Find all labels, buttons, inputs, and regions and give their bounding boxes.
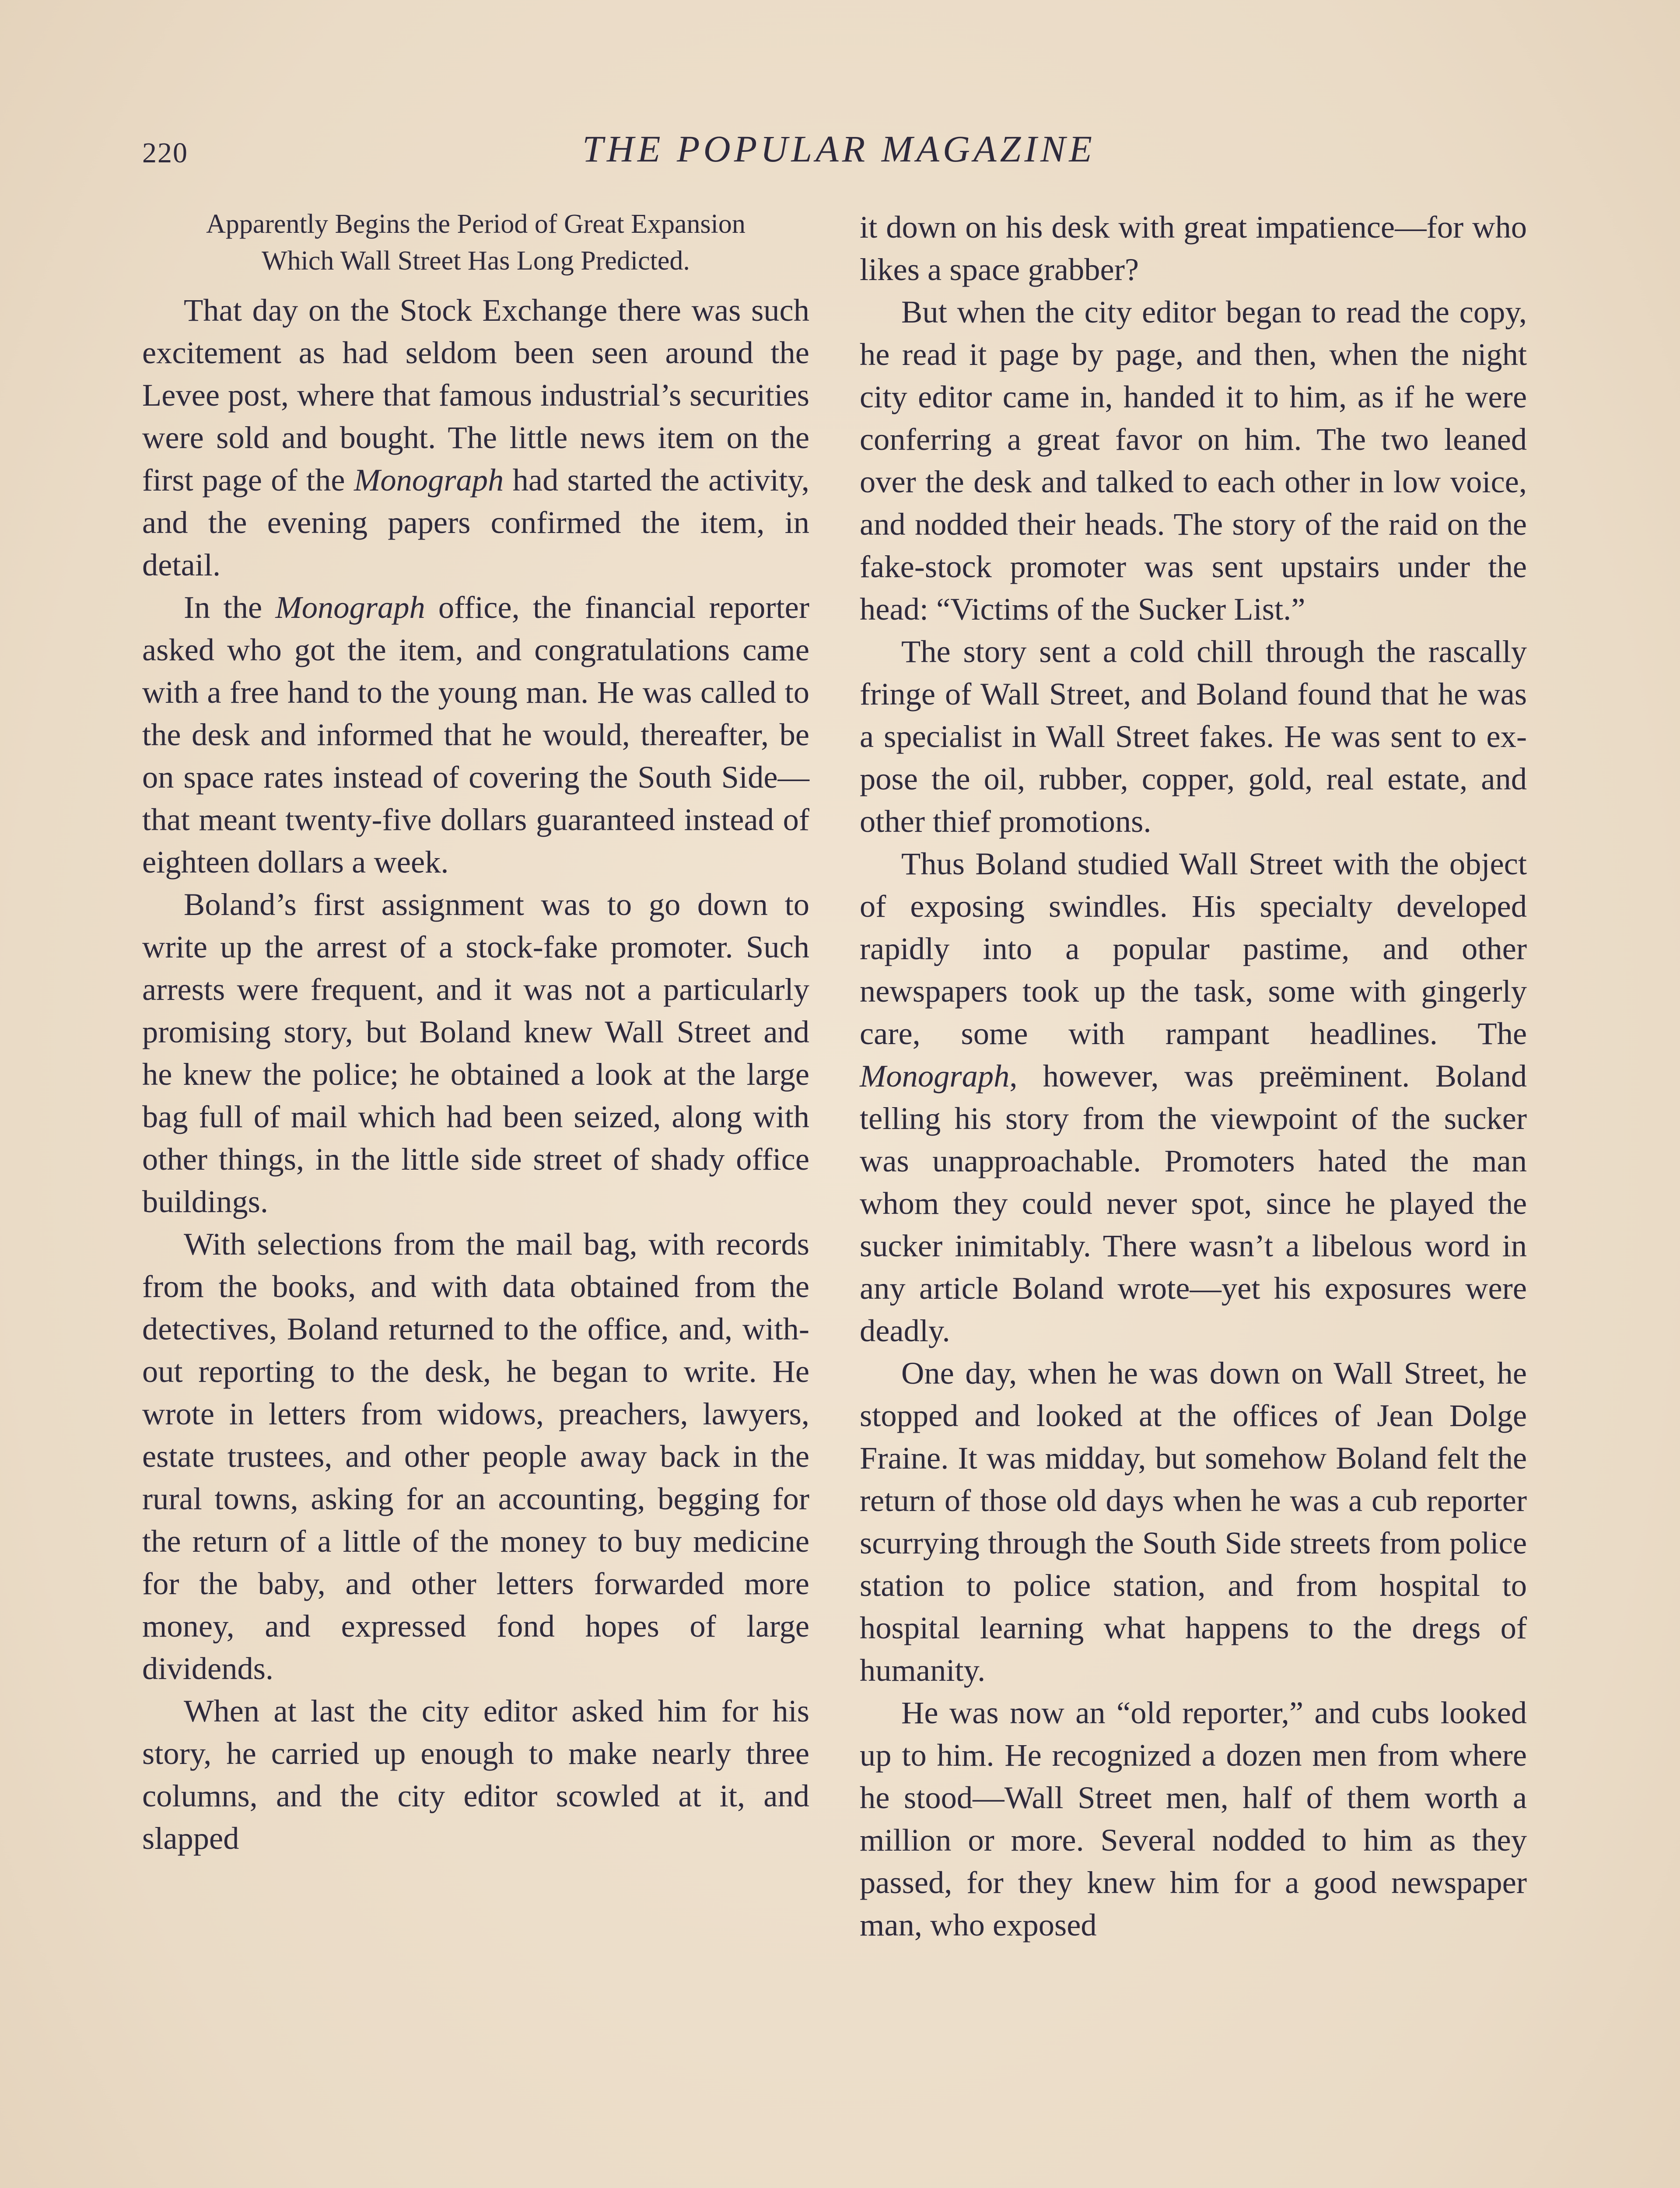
left-column <box>142 206 809 1859</box>
paragraph: With selections from the mail bag, with records from the books, and with data obtained from the detectives, Boland returned to the office, and, without reporting to the desk, he began to write. He wrote in letters from widows, preachers, lawyers, estate trustees, and other people away back in the rural towns, asking for an accounting, begging for the return of a little of the money to buy medicine for the baby, and other letters forwarded more money, and expressed fond hopes of large dividends. <box>142 1226 809 1686</box>
paragraph: it down on his desk with great impatience—for who likes a space grabber? <box>860 209 1527 287</box>
paragraph: But when the city editor began to read the copy, he read it page by page, and then, when the night city editor came in, handed it to him, as if he were conferring a great favor on him. The two leaned over the desk and talked to each other in low voice, and nodded their heads. The story of the raid on the fake-stock promoter was sent upstairs under the head: “Victims of the Sucker List.” <box>860 294 1527 627</box>
paragraph: Thus Boland studied Wall Street with the object of exposing swindles. His specialty developed rapidly into a popular pastime, and other newspapers took up the task, some with gingerly care, some with rampant headlines. The Monograph, however, was preëminent. Boland telling his story from the viewpoint of the sucker was unapproachable. Promoters hated the man whom they could never spot, since he played the sucker inimitably. There wasn’t a libelous word in any article Boland wrote—yet his exposures were deadly. <box>860 846 1527 1348</box>
paragraph: In the Monograph office, the financial reporter asked who got the item, and congratulations came with a free hand to the young man. He was called to the desk and informed that he would, thereafter, be on space rates instead of covering the South Side—that meant twenty-five dollars guaranteed instead of eighteen dollars a week. <box>142 589 809 880</box>
page-number: 220 <box>142 137 188 169</box>
right-column <box>860 206 1527 1946</box>
paragraph: He was now an “old reporter,” and cubs looked up to him. He recognized a dozen men from where he stood—Wall Street men, half of them worth a million or more. Several nodded to him as they passed, for they knew him for a good newspaper man, who exposed <box>860 1695 1527 1943</box>
newspaper-name: Monograph <box>860 1058 1010 1094</box>
article-headline: Apparently Begins the Period of Great Expansion Which Wall Street Has Long Predicted. <box>206 209 746 276</box>
paragraph: The story sent a cold chill through the rascally fringe of Wall Street, and Boland found that he was a specialist in Wall Street fakes. He was sent to expose the oil, rubber, copper, gold, real estate, and other thief promotions. <box>860 634 1527 839</box>
page-header <box>142 127 1536 184</box>
paragraph: One day, when he was down on Wall Street, he stopped and looked at the offices of Jean Dolge Fraine. It was midday, but somehow Boland felt the return of those old days when he was a cub reporter scurrying through the South Side streets from police station to police station, and from hospital to hospital learning what happens to the dregs of humanity. <box>860 1355 1527 1688</box>
running-title: THE POPULAR MAGAZINE <box>582 128 1096 170</box>
newspaper-name: Monograph <box>275 589 425 625</box>
paragraph: Boland’s first assignment was to go down to write up the arrest of a stock-fake promoter. Such arrests were frequent, and it was not a particularly promising story, but Boland knew Wall Street and he knew the police; he obtained a look at the large bag full of mail which had been seized, along with other things, in the little side street of shady office buildings. <box>142 887 809 1219</box>
paragraph: That day on the Stock Exchange there was such excitement as had seldom been seen around the Levee post, where that famous industrial’s securities were sold and bought. The little news item on the first page of the Monograph had started the activity, and the evening papers confirmed the item, in detail. <box>142 292 809 582</box>
newspaper-name: Monograph <box>354 462 504 498</box>
paragraph: When at last the city editor asked him for his story, he carried up enough to make nearly three columns, and the city editor scowled at it, and slapped <box>142 1693 809 1856</box>
